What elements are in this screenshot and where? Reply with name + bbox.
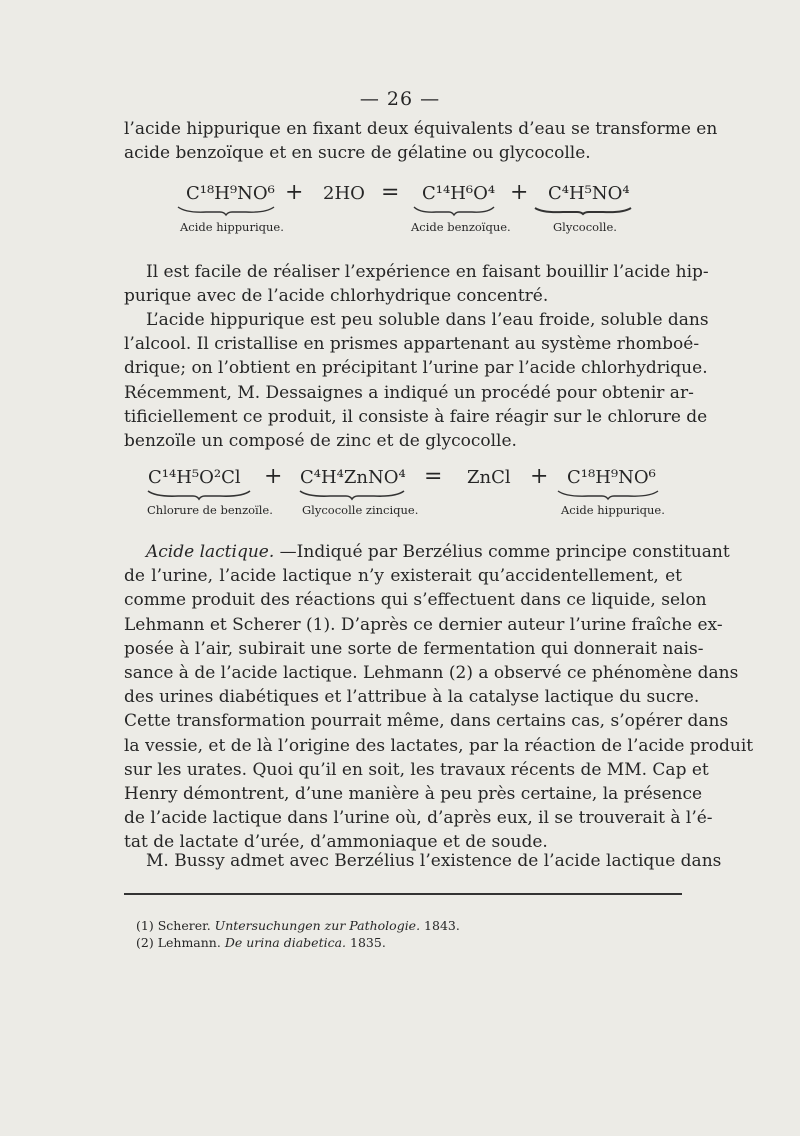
formula-label: Acide hippurique. xyxy=(561,503,665,517)
text-line: purique avec de l’acide chlorhydrique concentré. xyxy=(124,286,549,307)
text-line: drique; on l’obtient en précipitant l’urine par l’acide chlorhydrique. xyxy=(124,358,708,379)
formula-label: Glycocolle zincique. xyxy=(302,503,419,517)
text-line: l’alcool. Il cristallise en prismes appartenant au système rhomboé- xyxy=(124,334,700,355)
footnote-1 xyxy=(136,918,460,933)
plus-sign: + xyxy=(264,464,283,489)
footnote-year: 1835. xyxy=(350,935,386,950)
footnote-title: Untersuchungen zur Pathologie. xyxy=(214,918,421,933)
underbrace xyxy=(298,489,406,501)
plus-sign: + xyxy=(530,464,549,489)
text-line: Henry démontrent, d’une manière à peu près certaine, la présence xyxy=(124,784,703,805)
text-line: sur les urates. Quoi qu’il en soit, les travaux récents de MM. Cap et xyxy=(124,759,709,780)
text-line: posée à l’air, subirait une sorte de fermentation qui donnerait nais- xyxy=(124,638,704,659)
underbrace xyxy=(146,489,252,501)
footnote-author: Scherer. xyxy=(157,918,211,933)
formula-term-zinc-chloride: ZnCl xyxy=(467,467,511,488)
paragraph-1 xyxy=(124,117,718,165)
footnote-mark: (1) xyxy=(136,918,154,933)
formula-term-hippuric-acid: C¹⁸H⁹NO⁶ xyxy=(567,467,656,488)
text-line: de l’acide lactique dans l’urine où, d’après eux, il se trouverait à l’é- xyxy=(124,808,713,829)
formula-label: Glycocolle. xyxy=(553,220,617,234)
underbrace xyxy=(556,489,660,501)
paragraph-lactic-acid xyxy=(124,540,754,855)
formula-term-water: 2HO xyxy=(323,183,365,204)
text-line: L’acide hippurique est peu soluble dans l’eau froide, soluble dans xyxy=(146,310,709,330)
formula-label: Chlorure de benzoïle. xyxy=(147,503,273,517)
footnote-divider xyxy=(124,893,682,895)
text-line: l’acide hippurique en fixant deux équivalents d’eau se transforme en xyxy=(124,119,718,139)
text-line: acide benzoïque et en sucre de gélatine ou glycocolle. xyxy=(124,143,591,164)
text-line: Il est facile de réaliser l’expérience en faisant bouillir l’acide hip- xyxy=(146,262,709,282)
text-line: tat de lactate d’urée, d’ammoniaque et de soude. xyxy=(124,832,548,853)
text-line: comme produit des réactions qui s’effectuent dans ce liquide, selon xyxy=(124,590,707,611)
underbrace xyxy=(176,205,276,217)
text-line: de l’urine, l’acide lactique n’y existerait qu’accidentellement, et xyxy=(124,566,682,587)
formula-term-hippuric-acid: C¹⁸H⁹NO⁶ xyxy=(186,183,275,204)
underbrace xyxy=(533,205,633,217)
footnote-mark: (2) xyxy=(136,935,154,950)
footnote-title: De urina diabetica. xyxy=(224,935,347,950)
formula-term-benzoyl-chloride: C¹⁴H⁵O²Cl xyxy=(148,467,241,488)
text-line: M. Bussy admet avec Berzélius l’existence de l’acide lactique dans xyxy=(146,851,722,871)
footnote-year: 1843. xyxy=(424,918,460,933)
equals-sign: = xyxy=(424,464,443,489)
paragraph-5 xyxy=(124,849,722,873)
text-line: Lehmann et Scherer (1). D’après ce dernier auteur l’urine fraîche ex- xyxy=(124,614,723,635)
text-line: Cette transformation pourrait même, dans certains cas, s’opérer dans xyxy=(124,711,729,732)
text-line: Récemment, M. Dessaignes a indiqué un procédé pour obtenir ar- xyxy=(124,382,694,403)
formula-label: Acide hippurique. xyxy=(180,220,284,234)
page-number: — 26 — xyxy=(359,88,441,110)
text-line: tificiellement ce produit, il consiste à faire réagir sur le chlorure de xyxy=(124,406,708,427)
plus-sign: + xyxy=(510,180,529,205)
formula-label: Acide benzoïque. xyxy=(411,220,511,234)
formula-term-benzoic-acid: C¹⁴H⁶O⁴ xyxy=(422,183,496,204)
text-line: sance à de l’acide lactique. Lehmann (2) a observé ce phénomène dans xyxy=(124,663,739,684)
paragraph-3 xyxy=(124,308,709,453)
footnote-2 xyxy=(136,935,386,950)
text-line xyxy=(124,540,730,564)
formula-term-zinc-glycocolle: C⁴H⁴ZnNO⁴ xyxy=(300,467,406,488)
equals-sign: = xyxy=(381,180,400,205)
underbrace xyxy=(412,205,496,217)
paragraph-2 xyxy=(124,260,709,308)
section-title: Acide lactique. xyxy=(146,542,275,562)
plus-sign: + xyxy=(285,180,304,205)
text-line: benzoïle un composé de zinc et de glycocolle. xyxy=(124,431,517,452)
footnote-author: Lehmann. xyxy=(157,935,221,950)
formula-term-glycocolle: C⁴H⁵NO⁴ xyxy=(548,183,630,204)
text-run: —Indiqué par Berzélius comme principe constituant xyxy=(274,542,730,562)
text-line: la vessie, et de là l’origine des lactates, par la réaction de l’acide produit xyxy=(124,735,754,756)
text-line: des urines diabétiques et l’attribue à la catalyse lactique du sucre. xyxy=(124,687,700,708)
